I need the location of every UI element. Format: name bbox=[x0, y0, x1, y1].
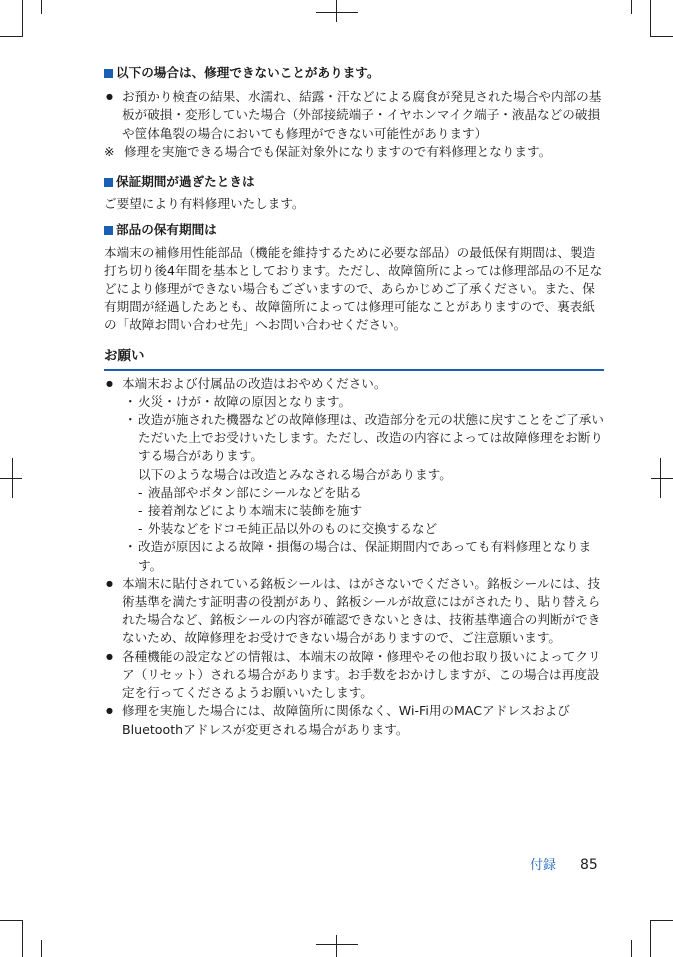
crop-mark bbox=[12, 458, 13, 498]
dash-mark: - bbox=[138, 503, 143, 519]
dash-item bbox=[104, 502, 604, 520]
section-heading-text: 以下の場合は、修理できないことがあります。 bbox=[116, 65, 380, 80]
heading-rule bbox=[104, 369, 604, 371]
note-item bbox=[104, 143, 604, 161]
crop-mark bbox=[631, 0, 632, 14]
dash-mark: - bbox=[138, 484, 143, 500]
dash-item bbox=[104, 520, 604, 538]
bullet-item: ● お預かり検査の結果、水濡れ、結露・汗などによる腐食が発見された場合や内部の基板が破損・変形していた場合（外部接続端子・イヤホンマイク端子・液晶などの破損や筐体亀裂の場合においても修理ができない可能性があります） bbox=[104, 88, 604, 143]
crop-mark bbox=[0, 36, 22, 37]
footer-section-label: 付録 bbox=[530, 858, 557, 873]
crop-mark bbox=[0, 920, 22, 921]
page-content bbox=[104, 58, 604, 739]
dash-text: 外装などをドコモ純正品以外のものに交換するなど bbox=[148, 521, 438, 537]
bullet-item: ● 修理を実施した場合には、故障箇所に関係なく、Wi-Fi用のMACアドレスおよびBluetoothアドレスが変更される場合があります。 bbox=[104, 702, 604, 738]
page-number: 85 bbox=[580, 857, 598, 873]
section-heading-text: 保証期間が過ぎたときは bbox=[116, 174, 255, 190]
crop-mark bbox=[22, 0, 23, 37]
sub-item bbox=[104, 393, 604, 411]
dash-text: 接着剤などにより本端末に装飾を施す bbox=[148, 503, 363, 519]
sub-text: 改造が施された機器などの故障修理は、改造部分を元の状態に戻すことをご了承いただいた上でお受けいたします。ただし、改造の内容によっては故障修理をお断りする場合があります。 bbox=[138, 412, 604, 464]
sub-mark: ・ bbox=[124, 412, 137, 428]
section-heading bbox=[104, 221, 604, 239]
crop-mark bbox=[336, 935, 337, 957]
dash-mark: - bbox=[138, 521, 143, 537]
paragraph: ご要望により有料修理いたします。 bbox=[104, 196, 305, 212]
sub-item bbox=[104, 538, 604, 574]
crop-mark bbox=[651, 478, 673, 479]
note-text: 修理を実施できる場合でも保証対象外になりますので有料修理となります。 bbox=[124, 143, 552, 159]
crop-mark bbox=[631, 940, 632, 957]
crop-mark bbox=[316, 12, 358, 13]
crop-mark bbox=[650, 0, 651, 37]
sub-text: 火災・けが・故障の原因となります。 bbox=[138, 393, 352, 409]
crop-mark bbox=[0, 478, 22, 479]
square-icon bbox=[104, 69, 113, 78]
crop-mark bbox=[660, 458, 661, 498]
onegai-heading: お願い bbox=[104, 347, 145, 364]
sub-mark: ・ bbox=[124, 393, 137, 409]
crop-mark bbox=[316, 944, 358, 945]
crop-mark bbox=[650, 920, 651, 957]
sub-item bbox=[104, 411, 604, 466]
dash-item bbox=[104, 484, 604, 502]
section-heading-text: 部品の保有期間は bbox=[116, 222, 217, 238]
sub-mark: ・ bbox=[124, 539, 137, 555]
paragraph: 本端末の補修用性能部品（機能を維持するために必要な部品）の最低保有期間は、製造打ち切り後4年間を基本としております。ただし、故障箇所によっては修理部品の不足などにより修理ができない場合もございますので、あらかじめご了承ください。また、保有期間が経過したあとも、故障箇所によっては修理可能なことがありますので、裏表紙の「故障お問い合わせ先」へお問い合わせください。 bbox=[104, 244, 603, 333]
bullet-item: ● 本端末および付属品の改造はおやめください。 bbox=[104, 375, 604, 393]
page-footer bbox=[530, 854, 598, 873]
square-icon bbox=[104, 226, 113, 235]
square-icon bbox=[104, 178, 113, 187]
crop-mark bbox=[41, 940, 42, 957]
crop-mark bbox=[41, 0, 42, 14]
crop-mark bbox=[22, 920, 23, 957]
crop-mark bbox=[336, 0, 337, 22]
dash-text: 液晶部やボタン部にシールなどを貼る bbox=[148, 484, 362, 500]
sub-continuation: 以下のような場合は改造とみなされる場合があります。 bbox=[138, 466, 452, 482]
sub-text: 改造が原因による故障・損傷の場合は、保証期間内であっても有料修理となります。 bbox=[138, 539, 592, 573]
section-heading bbox=[104, 64, 604, 82]
note-mark: ※ bbox=[104, 143, 115, 159]
section-heading bbox=[104, 173, 604, 191]
crop-mark bbox=[651, 36, 673, 37]
bullet-item: ● 本端末に貼付されている銘板シールは、はがさないでください。銘板シールには、技術基準を満たす証明書の役割があり、銘板シールが故意にはがされたり、貼り替えられた場合など、銘板シールの内容が確認できないときは、技術基準適合の判断ができないため、故障修理をお受けできない場合がありますので、ご注意願います。 bbox=[104, 575, 604, 648]
bullet-item: ● 各種機能の設定などの情報は、本端末の故障・修理やその他お取り扱いによってクリア（リセット）される場合があります。お手数をおかけしますが、この場合は再度設定を行ってくださるようお願いいたします。 bbox=[104, 648, 604, 703]
crop-mark bbox=[651, 920, 673, 921]
